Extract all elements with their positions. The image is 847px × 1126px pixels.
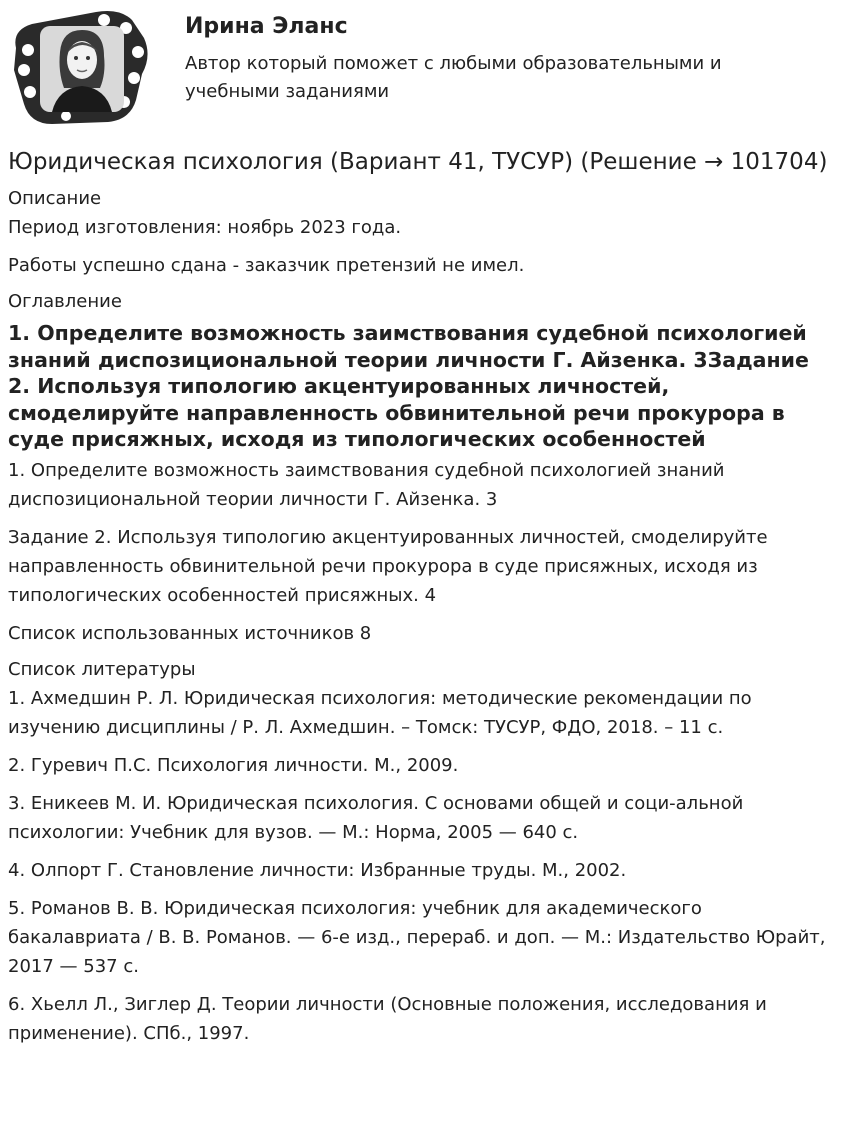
literature-item: 5. Романов В. В. Юридическая психология: учебник для академического бакалавриата / В. В. Романов. — 6-е изд., перераб. и доп. — М.: Издательство Юрайт, 2017 — 537 с.: [8, 897, 826, 977]
toc-heading: 1. Определите возможность заимствования судебной психологией знаний диспозициональной теории личности Г. Айзенка. 3Задание 2. Используя типологию акцентуированных личностей, смоделируйте направленность обвинительной речи прокурора в суде присяжных, исходя из типологических особенностей: [8, 321, 809, 451]
toc-item: Задание 2. Используя типологию акцентуированных личностей, смоделируйте направленность обвинительной речи прокурора в суде присяжных, исходя из типологических особенностей присяжных. 4: [8, 526, 768, 606]
literature-item: 4. Олпорт Г. Становление личности: Избранные труды. М., 2002.: [8, 859, 627, 881]
author-name[interactable]: Ирина Эланс: [185, 14, 348, 39]
description-label: Описание: [8, 188, 102, 209]
literature-item: 6. Хьелл Л., Зиглер Д. Теории личности (Основные положения, исследования и применение). СПб., 1997.: [8, 993, 767, 1044]
document-content: [8, 148, 838, 1057]
toc-item: Список использованных источников 8: [8, 622, 372, 644]
literature-item: 1. Ахмедшин Р. Л. Юридическая психология: методические рекомендации по изучению дисциплины / Р. Л. Ахмедшин. – Томск: ТУСУР, ФДО, 2018. – 11 с.: [8, 687, 752, 738]
author-avatar: [8, 8, 150, 126]
toc-item: 1. Определите возможность заимствования судебной психологией знаний диспозициональной теории личности Г. Айзенка. 3: [8, 459, 725, 510]
document-title: Юридическая психология (Вариант 41, ТУСУР) (Решение → 101704): [8, 149, 828, 175]
literature-label: Список литературы: [8, 658, 196, 680]
literature-item: 3. Еникеев М. И. Юридическая психология. С основами общей и соци-альной психологии: Учебник для вузов. — М.: Норма, 2005 — 640 с.: [8, 792, 744, 843]
author-description: Автор который поможет с любыми образовательными и учебными заданиями: [185, 53, 722, 102]
portrait-photo: [40, 26, 124, 112]
description-paragraph: Период изготовления: ноябрь 2023 года.: [8, 217, 402, 238]
toc-label: Оглавление: [8, 291, 122, 312]
description-paragraph: Работы успешно сдана - заказчик претензий не имел.: [8, 255, 525, 276]
literature-item: 2. Гуревич П.С. Психология личности. М., 2009.: [8, 754, 459, 776]
